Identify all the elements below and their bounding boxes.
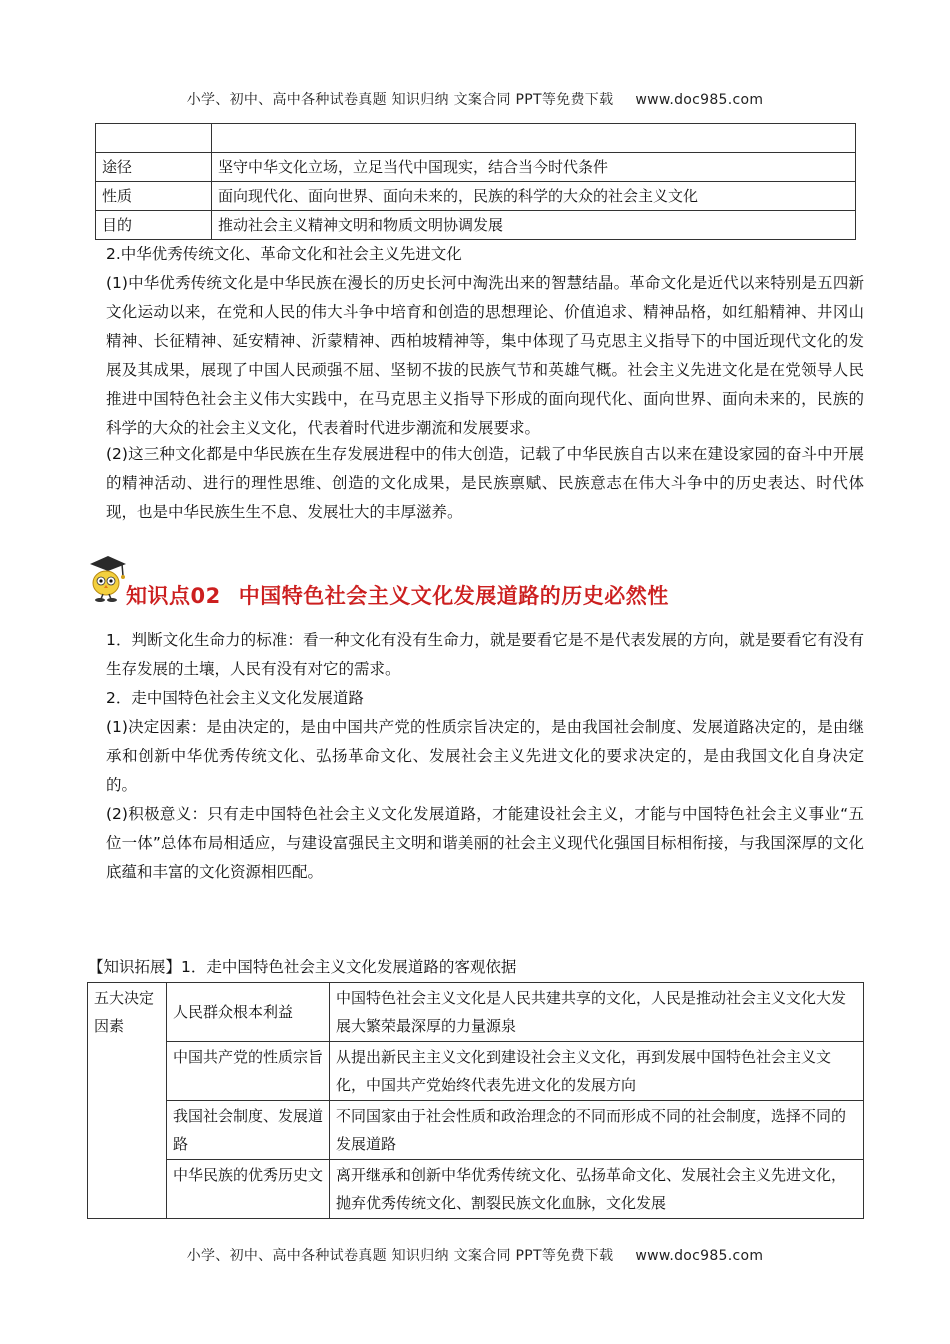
page-footer: [0, 1245, 950, 1265]
path-table: [95, 123, 856, 240]
row-value: 推动社会主义精神文明和物质文明协调发展: [212, 211, 856, 240]
knowledge-paragraph-4: (2)积极意义：只有走中国特色社会主义文化发展道路，才能建设社会主义，才能与中国特色社会主义事业“五位一体”总体布局相适应，与建设富强民主文明和谐美丽的社会主义现代化强国目标相衔接，与我国深厚的文化底蕴和丰富的文化资源相匹配。: [106, 805, 864, 881]
row-value: 面向现代化、面向世界、面向未来的，民族的科学的大众的社会主义文化: [212, 182, 856, 211]
group-label: 五大决定因素: [88, 983, 167, 1219]
footer-text: 小学、初中、高中各种试卷真题 知识归纳 文案合同 PPT等免费下载: [186, 1248, 614, 1264]
table-row: [96, 182, 856, 211]
extension-title: 【知识拓展】1．走中国特色社会主义文化发展道路的客观依据: [88, 958, 517, 976]
table-row: [88, 1042, 864, 1101]
knowledge-point-heading: 中国特色社会主义文化发展道路的历史必然性: [238, 584, 669, 608]
header-text: 小学、初中、高中各种试卷真题 知识归纳 文案合同 PPT等免费下载: [186, 92, 614, 108]
factor-cell: 中国共产党的性质宗旨: [167, 1042, 330, 1101]
knowledge-point-label: 知识点02: [126, 584, 221, 608]
row-value: [212, 124, 856, 153]
factor-cell: 人民群众根本利益: [167, 983, 330, 1042]
row-label: [96, 124, 212, 153]
table-row: [96, 153, 856, 182]
scholar-owl-icon: [86, 552, 128, 604]
table-row: [88, 1101, 864, 1160]
desc-cell: 中国特色社会主义文化是人民共建共享的文化，人民是推动社会主义文化大发展大繁荣最深厚的力量源泉: [330, 983, 864, 1042]
knowledge-paragraph-1: 1．判断文化生命力的标准：看一种文化有没有生命力，就是要看它是不是代表发展的方向，就是要看它有没有生存发展的土壤，人民有没有对它的需求。: [106, 631, 864, 678]
header-url[interactable]: www.doc985.com: [635, 92, 764, 108]
desc-cell: 从提出新民主主义文化到建设社会主义文化，再到发展中国特色社会主义文化，中国共产党始终代表先进文化的发展方向: [330, 1042, 864, 1101]
factors-table: [87, 982, 864, 1219]
culture-paragraph-1: (1)中华优秀传统文化是中华民族在漫长的历史长河中淘洗出来的智慧结晶。革命文化是近代以来特别是五四新文化运动以来，在党和人民的伟大斗争中培育和创造的思想理论、价值追求、精神品格，如红船精神、井冈山精神、长征精神、延安精神、沂蒙精神、西柏坡精神等，集中体现了马克思主义指导下的中国近现代文化的发展及其成果，展现了中国人民顽强不屈、坚韧不拔的民族气节和英雄气概。社会主义先进文化是在党领导人民推进中国特色社会主义伟大实践中，在马克思主义指导下形成的面向现代化、面向世界、面向未来的，民族的科学的大众的社会主义文化，代表着时代进步潮流和发展要求。: [106, 274, 864, 437]
row-label: 途径: [96, 153, 212, 182]
row-label: 目的: [96, 211, 212, 240]
footer-url[interactable]: www.doc985.com: [635, 1248, 764, 1264]
knowledge-paragraph-2: 2．走中国特色社会主义文化发展道路: [106, 689, 364, 707]
culture-paragraph-2: (2)这三种文化都是中华民族在生存发展进程中的伟大创造，记载了中华民族自古以来在建设家园的奋斗中开展的精神活动、进行的理性思维、创造的文化成果，是民族禀赋、民族意志在伟大斗争中的历史表达、时代体现，也是中华民族生生不息、发展壮大的丰厚滋养。: [106, 445, 864, 521]
table-row: [88, 983, 864, 1042]
section-heading: 2.中华优秀传统文化、革命文化和社会主义先进文化: [106, 245, 462, 263]
row-value: 坚守中华文化立场，立足当代中国现实，结合当今时代条件: [212, 153, 856, 182]
desc-cell: 离开继承和创新中华优秀传统文化、弘扬革命文化、发展社会主义先进文化，抛弃优秀传统文化、割裂民族文化血脉，文化发展: [330, 1160, 864, 1219]
knowledge-point-title: [126, 580, 669, 610]
table-row: [96, 211, 856, 240]
table-row: [96, 124, 856, 153]
row-label: 性质: [96, 182, 212, 211]
table-row: [88, 1160, 864, 1219]
page-header: [0, 89, 950, 109]
factor-cell: 中华民族的优秀历史文: [167, 1160, 330, 1219]
factor-cell: 我国社会制度、发展道路: [167, 1101, 330, 1160]
desc-cell: 不同国家由于社会性质和政治理念的不同而形成不同的社会制度，选择不同的发展道路: [330, 1101, 864, 1160]
knowledge-paragraph-3: (1)决定因素：是由决定的，是由中国共产党的性质宗旨决定的，是由我国社会制度、发展道路决定的，是由继承和创新中华优秀传统文化、弘扬革命文化、发展社会主义先进文化的要求决定的，是由我国文化自身决定的。: [106, 718, 864, 794]
